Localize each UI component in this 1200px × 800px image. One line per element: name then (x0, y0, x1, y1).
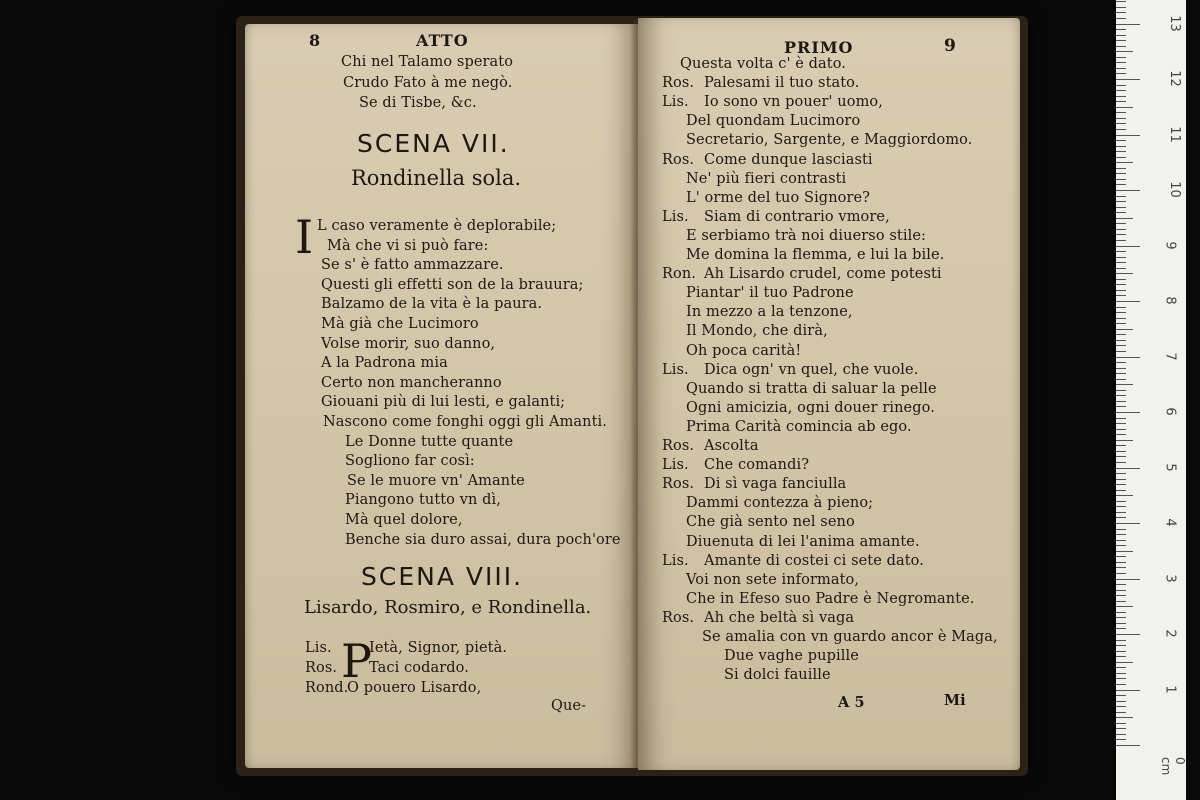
dialogue-line: In mezzo a la tenzone, (686, 304, 853, 321)
ruler-tick (1116, 418, 1126, 419)
speaker-label: Ros. (662, 476, 695, 493)
ruler-tick (1116, 529, 1126, 530)
ruler-number: 11 (1166, 125, 1182, 143)
speaker-label: Ros. (662, 609, 695, 626)
ruler-tick (1116, 212, 1126, 213)
dialogue-line: Se amalia con vn guardo ancor è Maga, (702, 629, 998, 645)
scene-subtitle: Lisardo, Rosmiro, e Rondinella. (304, 597, 592, 618)
measurement-ruler (1116, 0, 1186, 800)
speaker-label: Lis. (305, 640, 332, 656)
ruler-tick (1116, 184, 1126, 185)
ruler-tick (1116, 1, 1126, 2)
ruler-tick (1116, 695, 1126, 696)
ruler-tick (1116, 268, 1126, 269)
speaker-label: Lis. (662, 457, 689, 474)
ruler-tick (1116, 173, 1126, 174)
ruler-number: 4 (1162, 518, 1178, 527)
dialogue-line: Prima Carità comincia ab ego. (686, 418, 912, 435)
ruler-tick (1116, 201, 1126, 202)
verse-line: Se di Tisbe, &c. (359, 95, 477, 111)
ruler-tick (1116, 401, 1126, 402)
ruler-tick (1116, 57, 1126, 58)
ruler-tick (1116, 623, 1126, 624)
ruler-tick (1116, 362, 1126, 363)
ruler-tick (1116, 351, 1126, 352)
ruler-tick (1116, 617, 1126, 618)
ruler-tick (1116, 129, 1126, 130)
ruler-tick (1116, 712, 1126, 713)
dialogue-line: Ah Lisardo crudel, come potesti (704, 266, 942, 283)
ruler-number: 13 (1166, 14, 1182, 32)
ruler-number: 7 (1162, 351, 1178, 361)
verse-line: L caso veramente è deplorabile; (317, 218, 557, 234)
ruler-number: 5 (1162, 462, 1178, 472)
ruler-tick (1116, 701, 1126, 702)
ruler-unit-label: 0 cm (1159, 757, 1187, 776)
dialogue-line: Ah che beltà sì vaga (704, 609, 855, 626)
ruler-tick (1116, 240, 1126, 241)
ruler-tick (1116, 595, 1126, 596)
ruler-tick (1116, 745, 1140, 746)
ruler-tick (1116, 523, 1140, 524)
ruler-tick (1116, 456, 1126, 457)
verse-line: Giouani più di lui lesti, e galanti; (321, 394, 566, 411)
page-number: 9 (944, 36, 957, 56)
ruler-tick (1116, 423, 1126, 424)
scene-title: SCENA VII. (357, 129, 510, 158)
dialogue-line: Ascolta (704, 438, 759, 454)
ruler-tick (1116, 251, 1126, 252)
ruler-tick (1116, 468, 1140, 469)
ruler-tick (1116, 495, 1133, 496)
ruler-tick (1116, 673, 1126, 674)
verse-line: Mà quel dolore, (345, 512, 463, 528)
ruler-tick (1116, 35, 1126, 36)
ruler-tick (1116, 484, 1126, 485)
ruler-tick (1116, 223, 1126, 224)
ruler-tick (1116, 96, 1126, 97)
ruler-tick (1116, 112, 1126, 113)
ruler-tick (1116, 345, 1126, 346)
ruler-tick (1116, 684, 1126, 685)
ruler-number: 1 (1162, 684, 1178, 694)
ruler-tick (1116, 612, 1126, 613)
verse-line: Piangono tutto vn dì, (345, 492, 501, 509)
ruler-tick (1116, 135, 1140, 136)
dialogue-line: Ietà, Signor, pietà. (369, 640, 508, 656)
ruler-tick (1116, 390, 1126, 391)
ruler-tick (1116, 462, 1126, 463)
ruler-tick (1116, 168, 1126, 169)
speaker-label: Lis. (662, 94, 689, 111)
dialogue-line: E serbiamo trà noi diuerso stile: (686, 227, 926, 244)
ruler-tick (1116, 506, 1126, 507)
ruler-tick (1116, 90, 1126, 91)
verse-line: Benche sia duro assai, dura poch'ore (345, 531, 621, 548)
ruler-tick (1116, 146, 1126, 147)
ruler-tick (1116, 567, 1126, 568)
dialogue-line: Che già sento nel seno (686, 514, 855, 531)
speaker-label: Ros. (662, 438, 695, 454)
ruler-tick (1116, 18, 1126, 19)
ruler-tick (1116, 85, 1126, 86)
verse-line: A la Padrona mia (321, 355, 448, 372)
dialogue-line: Ne' più fieri contrasti (686, 170, 847, 187)
ruler-tick (1116, 656, 1126, 657)
ruler-tick (1116, 517, 1126, 518)
ruler-number: 8 (1162, 296, 1178, 305)
ruler-tick (1116, 151, 1126, 152)
ruler-tick (1116, 540, 1126, 541)
ruler-tick (1116, 190, 1140, 191)
dialogue-line: Questa volta c' è dato. (680, 56, 847, 72)
ruler-tick (1116, 406, 1126, 407)
ruler-tick (1116, 140, 1126, 141)
ruler-tick (1116, 501, 1126, 502)
ruler-tick (1116, 451, 1126, 452)
ruler-number: 3 (1162, 573, 1178, 583)
ruler-tick (1116, 728, 1126, 729)
ruler-tick (1116, 307, 1126, 308)
ruler-tick (1116, 723, 1126, 724)
ruler-tick (1116, 323, 1126, 324)
ruler-tick (1116, 734, 1126, 735)
verse-line: Balzamo de la vita è la paura. (321, 296, 543, 313)
ruler-tick (1116, 279, 1126, 280)
ruler-tick (1116, 640, 1126, 641)
ruler-tick (1116, 162, 1133, 163)
ruler-tick (1116, 179, 1126, 180)
ruler-tick (1116, 46, 1126, 47)
dialogue-line: Oh poca carità! (686, 342, 802, 359)
ruler-tick (1116, 479, 1126, 480)
ruler-tick (1116, 473, 1126, 474)
ruler-tick (1116, 662, 1133, 663)
ruler-tick (1116, 123, 1126, 124)
ruler-tick (1116, 284, 1126, 285)
ruler-tick (1116, 334, 1126, 335)
dialogue-line: Piantar' il tuo Padrone (686, 285, 854, 302)
page-number: 8 (309, 31, 322, 50)
ruler-tick (1116, 667, 1126, 668)
ruler-number: 9 (1162, 240, 1178, 250)
ruler-tick (1116, 584, 1126, 585)
verse-line: Chi nel Talamo sperato (341, 54, 514, 70)
dialogue-line: Quando si tratta di saluar la pelle (686, 380, 937, 397)
ruler-tick (1116, 262, 1126, 263)
signature-mark: A 5 (838, 694, 865, 711)
ruler-tick (1116, 79, 1140, 80)
dialogue-line: O pouero Lisardo, (347, 680, 482, 696)
speaker-label: Lis. (662, 208, 689, 225)
ruler-tick (1116, 490, 1126, 491)
dialogue-line: Taci codardo. (369, 660, 469, 676)
running-head: PRIMO (784, 38, 854, 57)
dialogue-line: Voi non sete informato, (686, 571, 860, 588)
dialogue-line: Diuenuta di lei l'anima amante. (686, 533, 920, 550)
ruler-tick (1116, 318, 1126, 319)
verse-line: Nascono come fonghi oggi gli Amanti. (323, 414, 607, 430)
dialogue-line: Dammi contezza à pieno; (686, 495, 874, 512)
ruler-tick (1116, 706, 1126, 707)
dialogue-line: Che in Efeso suo Padre è Negromante. (686, 590, 975, 607)
catchword: Que- (551, 698, 587, 714)
ruler-tick (1116, 329, 1133, 330)
dialogue-line: Due vaghe pupille (724, 648, 859, 665)
dialogue-line: Il Mondo, che dirà, (686, 323, 828, 340)
ruler-tick (1116, 429, 1126, 430)
dialogue-line: Si dolci fauille (724, 667, 831, 684)
ruler-tick (1116, 68, 1126, 69)
dialogue-line: L' orme del tuo Signore? (686, 189, 871, 206)
ruler-tick (1116, 290, 1126, 291)
ruler-tick (1116, 512, 1126, 513)
ruler-tick (1116, 645, 1126, 646)
ruler-tick (1116, 273, 1133, 274)
ruler-tick (1116, 40, 1126, 41)
dialogue-line: Di sì vaga fanciulla (704, 476, 847, 493)
running-head: ATTO (416, 31, 469, 50)
ruler-tick (1116, 434, 1126, 435)
speaker-label: Ron. (662, 266, 696, 283)
ruler-tick (1116, 634, 1140, 635)
ruler-tick (1116, 717, 1133, 718)
verse-line: Se le muore vn' Amante (347, 472, 525, 489)
ruler-tick (1116, 218, 1133, 219)
dialogue-line: Io sono vn pouer' uomo, (704, 94, 883, 111)
verse-line: Questi gli effetti son de la brauura; (321, 276, 584, 293)
ruler-tick (1116, 606, 1133, 607)
verse-line: Crudo Fato à me negò. (343, 74, 513, 91)
verse-line: Le Donne tutte quante (345, 433, 514, 450)
ruler-tick (1116, 229, 1126, 230)
ruler-number: 12 (1166, 70, 1182, 87)
ruler-tick (1116, 101, 1126, 102)
left-page (245, 24, 638, 768)
dialogue-line: Che comandi? (704, 457, 810, 474)
drop-cap: P (341, 634, 372, 688)
ruler-tick (1116, 357, 1140, 358)
ruler-tick (1116, 295, 1126, 296)
speaker-label: Ros. (662, 75, 695, 92)
scene-subtitle: Rondinella sola. (351, 166, 522, 190)
speaker-label: Lis. (662, 361, 689, 378)
ruler-tick (1116, 107, 1133, 108)
ruler-tick (1116, 373, 1126, 374)
ruler-tick (1116, 157, 1126, 158)
ruler-tick (1116, 579, 1140, 580)
verse-line: Mà già che Lucimoro (321, 316, 479, 332)
catchword: Mi (944, 692, 966, 709)
ruler-tick (1116, 556, 1126, 557)
ruler-tick (1116, 234, 1126, 235)
ruler-tick (1116, 51, 1133, 52)
dialogue-line: Me domina la flemma, e lui la bile. (686, 247, 945, 263)
ruler-tick (1116, 340, 1126, 341)
ruler-tick (1116, 257, 1126, 258)
ruler-tick (1116, 601, 1126, 602)
ruler-tick (1116, 384, 1133, 385)
ruler-tick (1116, 440, 1133, 441)
ruler-tick (1116, 412, 1140, 413)
ruler-tick (1116, 739, 1126, 740)
ruler-tick (1116, 562, 1126, 563)
right-page (638, 18, 1020, 770)
ruler-tick (1116, 29, 1126, 30)
ruler-number: 6 (1162, 407, 1178, 416)
dialogue-line: Palesami il tuo stato. (704, 75, 860, 92)
ruler-tick (1116, 62, 1126, 63)
ruler-tick (1116, 628, 1126, 629)
ruler-tick (1116, 651, 1126, 652)
ruler-tick (1116, 368, 1126, 369)
dialogue-line: Come dunque lasciasti (704, 151, 873, 168)
ruler-tick (1116, 118, 1126, 119)
verse-line: Se s' è fatto ammazzare. (321, 257, 504, 274)
dialogue-line: Dica ogn' vn quel, che vuole. (704, 361, 919, 378)
dialogue-line: Amante di costei ci sete dato. (704, 552, 924, 569)
verse-line: Mà che vi si può fare: (327, 237, 489, 254)
ruler-tick (1116, 678, 1126, 679)
ruler-tick (1116, 207, 1126, 208)
ruler-tick (1116, 590, 1126, 591)
drop-cap: I (295, 210, 314, 264)
scene-title: SCENA VIII. (361, 562, 524, 591)
ruler-tick (1116, 301, 1140, 302)
dialogue-line: Siam di contrario vmore, (704, 208, 890, 225)
ruler-tick (1116, 379, 1126, 380)
ruler-tick (1116, 445, 1126, 446)
ruler-tick (1116, 24, 1140, 25)
ruler-tick (1116, 7, 1126, 8)
ruler-tick (1116, 545, 1126, 546)
verse-line: Certo non mancheranno (321, 374, 502, 391)
ruler-tick (1116, 73, 1126, 74)
ruler-tick (1116, 312, 1126, 313)
ruler-tick (1116, 690, 1140, 691)
dialogue-line: Del quondam Lucimoro (686, 113, 861, 130)
verse-line: Sogliono far così: (345, 453, 475, 470)
ruler-number: 10 (1166, 181, 1182, 198)
speaker-label: Ros. (662, 151, 695, 168)
verse-line: Volse morir, suo danno, (321, 335, 496, 352)
ruler-number: 2 (1162, 629, 1178, 638)
dialogue-line: Secretario, Sargente, e Maggiordomo. (686, 132, 973, 149)
speaker-label: Ros. (305, 660, 338, 676)
ruler-tick (1116, 395, 1126, 396)
dialogue-line: Ogni amicizia, ogni douer rinego. (686, 399, 935, 416)
ruler-tick (1116, 551, 1133, 552)
ruler-tick (1116, 12, 1126, 13)
ruler-tick (1116, 534, 1126, 535)
ruler-tick (1116, 246, 1140, 247)
speaker-label: Lis. (662, 552, 689, 569)
ruler-tick (1116, 573, 1126, 574)
ruler-tick (1116, 196, 1126, 197)
speaker-label: Rond. (305, 680, 349, 696)
